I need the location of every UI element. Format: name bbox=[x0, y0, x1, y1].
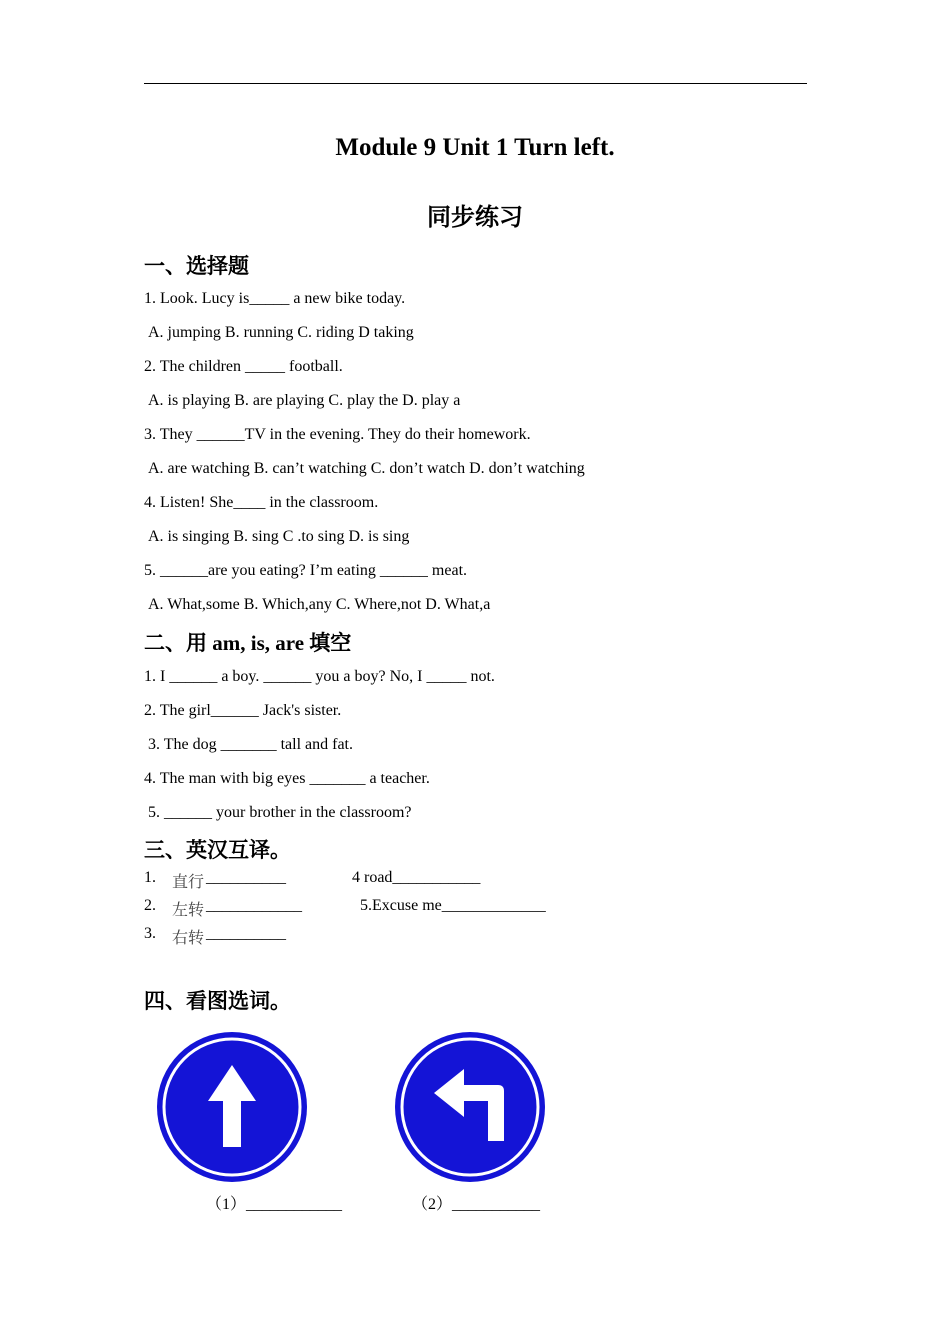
translate-cn-1: 直行 bbox=[172, 872, 205, 891]
straight-ahead-sign-icon bbox=[156, 1031, 308, 1183]
question-1: 1. Look. Lucy is_____ a new bike today. bbox=[144, 290, 406, 307]
question-4-options: A. is singing B. sing C .to sing D. is sing bbox=[148, 528, 410, 545]
turn-left-sign-icon bbox=[394, 1031, 546, 1183]
question-5-options: A. What,some B. Which,any C. Where,not D. What,a bbox=[148, 596, 491, 613]
section-heading-translate: 三、英汉互译。 bbox=[144, 838, 291, 862]
question-5: 5. ______are you eating? I’m eating ______ meat. bbox=[144, 562, 468, 579]
translate-num-3: 3. bbox=[144, 925, 156, 942]
section-heading-picture: 四、看图选词。 bbox=[144, 989, 291, 1013]
section-heading-choice: 一、选择题 bbox=[144, 254, 249, 278]
translate-cn-3: 右转 bbox=[172, 928, 205, 947]
translate-num-1: 1. bbox=[144, 869, 156, 886]
fill-item-1: 1. I ______ a boy. ______ you a boy? No, I _____ not. bbox=[144, 668, 495, 685]
question-3-options: A. are watching B. can’t watching C. don’t watch D. don’t watching bbox=[148, 460, 585, 477]
translate-item-4: 4 road___________ bbox=[352, 869, 481, 886]
translate-blank-3: __________ bbox=[206, 925, 286, 942]
translate-cn-2: 左转 bbox=[172, 900, 205, 919]
page-subtitle: 同步练习 bbox=[427, 205, 523, 231]
question-2: 2. The children _____ football. bbox=[144, 358, 343, 375]
section-heading-fill: 二、用 am, is, are 填空 bbox=[144, 631, 352, 655]
question-3: 3. They ______TV in the evening. They do their homework. bbox=[144, 426, 531, 443]
header-rule bbox=[144, 83, 807, 84]
fill-item-4: 4. The man with big eyes _______ a teacher. bbox=[144, 770, 430, 787]
translate-item-5: 5.Excuse me_____________ bbox=[360, 897, 546, 914]
translate-blank-2: ____________ bbox=[206, 897, 302, 914]
translate-num-2: 2. bbox=[144, 897, 156, 914]
question-2-options: A. is playing B. are playing C. play the D. play a bbox=[148, 392, 461, 409]
question-1-options: A. jumping B. running C. riding D taking bbox=[148, 324, 414, 341]
page-title: Module 9 Unit 1 Turn left. bbox=[335, 134, 615, 161]
fill-item-3: 3. The dog _______ tall and fat. bbox=[148, 736, 353, 753]
sign-caption-2: （2）___________ bbox=[412, 1196, 541, 1213]
translate-blank-1: __________ bbox=[206, 869, 286, 886]
fill-item-5: 5. ______ your brother in the classroom? bbox=[148, 804, 412, 821]
fill-item-2: 2. The girl______ Jack's sister. bbox=[144, 702, 342, 719]
sign-caption-1: （1）____________ bbox=[206, 1196, 343, 1213]
question-4: 4. Listen! She____ in the classroom. bbox=[144, 494, 379, 511]
